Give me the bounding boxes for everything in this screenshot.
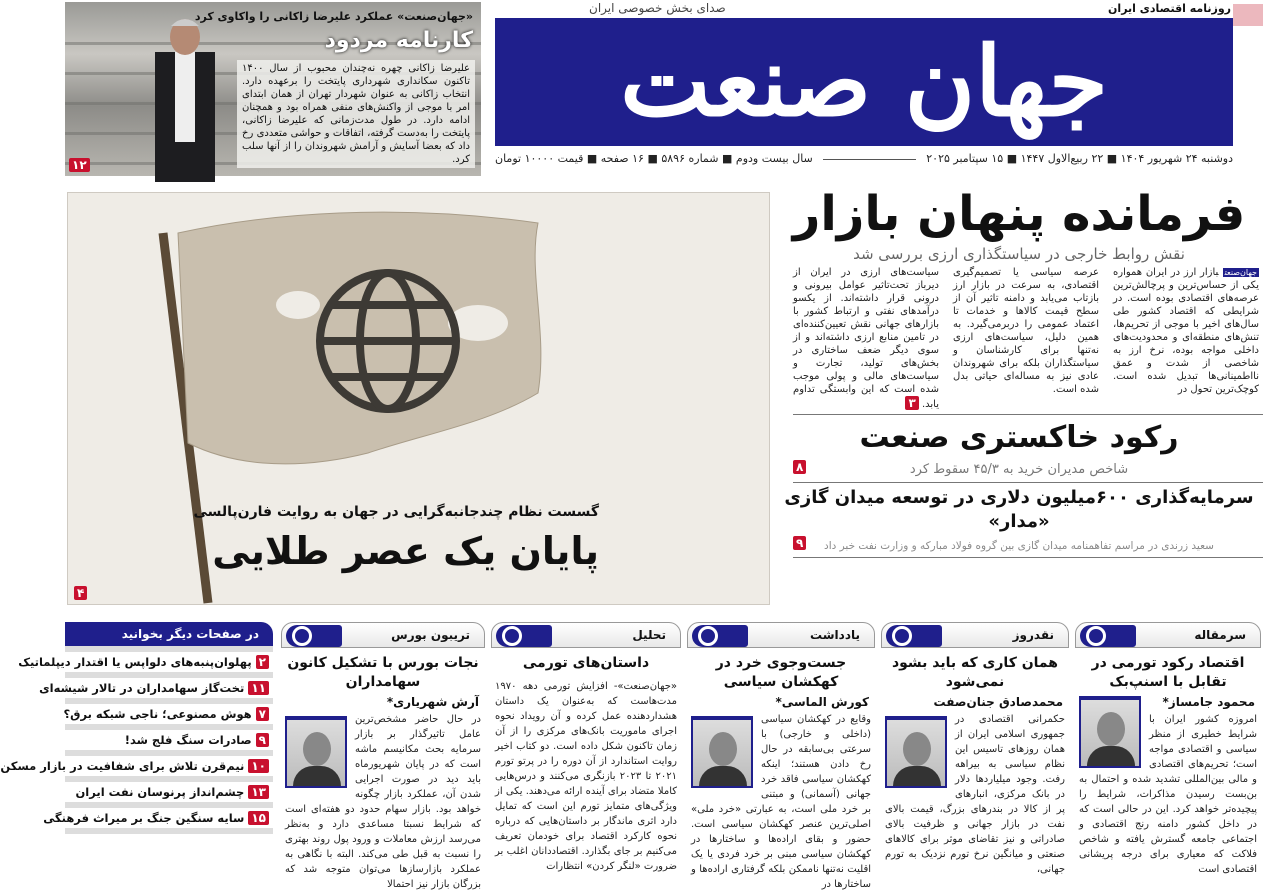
masthead-subtitle: روزنامه اقتصادی ایران <box>1108 2 1231 15</box>
sidebar-item[interactable] <box>18 652 273 678</box>
feature-title[interactable]: پایان یک عصر طلایی <box>212 529 599 573</box>
page-number-badge: ۱۱ <box>248 681 269 695</box>
sidebar-item-label: تخت‌گاز سهامداران در تالار شیشه‌ای <box>39 681 245 695</box>
column-author: محمدصادق جنان‌صفت <box>933 695 1063 709</box>
section-label: تحلیل <box>632 628 666 642</box>
page-number-badge: ۷ <box>256 707 269 721</box>
story-headline[interactable]: سرمایه‌گذاری ۶۰۰میلیون دلاری در توسعه میدان گازی «مدار» <box>784 487 1254 532</box>
section-tab <box>491 622 681 648</box>
page-number-badge[interactable]: ۸ <box>793 460 806 474</box>
column-body: وقایع در کهکشان سیاسی (داخلی و خارجی) با سرعتی بی‌سابقه در حال رخ دادن هستند؛ اینکه کهکشان سیاسی فاقد خرد جهانی (آسمانی) و مبتنی بر خرد ملی است، به عبارتی «خرد ملی» اصلی‌ترین عنصر کهکشان سیاسی است. حضور و بقای اراده‌ها و ساختارها در کهکشان سیاسی مبنی بر خرد فردی یا یک اقلیت نه‌تنها ناممکن بلکه گرفتاری اراده‌ها و ساختارها در <box>691 714 871 890</box>
page-number-badge: ۱۵ <box>248 811 269 825</box>
lead-column-1 <box>1113 266 1259 411</box>
column-title[interactable]: داستان‌های تورمی <box>522 655 650 671</box>
column-title[interactable]: جست‌وجوی خرد در کهکشان سیاسی <box>715 655 847 690</box>
sidebar-item[interactable] <box>0 756 273 782</box>
story-subheadline-row <box>775 458 1263 479</box>
section-logo-icon <box>692 625 748 647</box>
lead-column-2: عرصه سیاسی یا تصمیم‌گیری اقتصادی، به سرعت در بازار ارز بازتاب می‌یابد و دامنه تاثیر آن از سطح قیمت کالاها و خدمات تا اعتماد عمومی را دربرمی‌گیرد. به همین دلیل، سیاست‌های ارزی نه‌تنها برای کارشناسان و سیاستگذاران بلکه برای شهروندان عادی نیز به مساله‌ای حیاتی بدل شده است. <box>953 267 1099 395</box>
author-photo <box>285 716 347 788</box>
sidebar-item-label: چشم‌انداز پرنوسان نفت ایران <box>75 785 245 799</box>
section-logo-icon <box>496 625 552 647</box>
date-line: دوشنبه ۲۴ شهریور ۱۴۰۴ ■ ۲۲ ربیع‌الاول ۱۴۴۷ ■ ۱۵ سپتامبر ۲۰۲۵ <box>926 152 1233 165</box>
story-headline[interactable]: رکود خاکستری صنعت <box>859 420 1179 455</box>
sidebar-item-label: صادرات سنگ فلج شد! <box>124 733 252 747</box>
column-body: امروزه کشور ایران با شرایط خطیری از منظر سیاسی و اقتصادی مواجه است؛ تحریم‌های اقتصادی و مالی بین‌المللی تشدید شده و احتمال به بن‌بست رسیدن مذاکرات، شرایط را پیچیده‌تر خواهد کرد. این در حالی است که در داخل کشور دامنه رنج اقتصادی و اجتماعی جامعه گسترش یافته و شاخص فلاکت که معیاری برای درجه پریشانی اقتصادی است <box>1079 714 1257 875</box>
page-number-badge: ۲ <box>256 655 269 669</box>
feature-kicker: گسست نظام چندجانبه‌گرایی در جهان به روایت فارن‌پالسی <box>193 504 599 520</box>
issue-info: سال بیست ودوم ■ شماره ۵۸۹۶ ■ ۱۶ صفحه ■ قیمت ۱۰۰۰۰ تومان <box>495 152 813 165</box>
section-label: یادداشت <box>810 628 860 642</box>
page-number-badge[interactable]: ۹ <box>793 536 806 550</box>
column-body: حکمرانی اقتصادی در جمهوری اسلامی ایران از همان روزهای تاسیس این نظام سیاسی به بیراهه رفت. وجود میلیاردها دلار در بانک مرکزی، انبارهای پر از کالا در بندرهای بزرگ، قیمت بالای نفت در بازار جهانی و ظرفیت بالای صادراتی و نیز تقاضای موثر برای کالاهای صنعتی و میانگین نرخ تورم نزدیک به تورم جهانی، <box>885 714 1065 875</box>
note-column[interactable] <box>687 622 875 890</box>
page-number-badge: ۱۰ <box>248 759 269 773</box>
portrait-photo <box>135 12 235 182</box>
column-author: کورش الماسی* <box>775 695 869 709</box>
section-logo-icon <box>286 625 342 647</box>
sidebar-item[interactable] <box>65 782 273 808</box>
sidebar-item-label: هوش مصنوعی؛ ناجی شبکه برق؟ <box>63 707 252 721</box>
sidebar-item[interactable] <box>39 678 273 704</box>
sidebar-item-label: سایه سنگین جنگ بر میراث فرهنگی <box>43 811 245 825</box>
divider <box>793 557 1263 558</box>
other-pages-sidebar <box>0 622 273 856</box>
divider <box>823 159 916 160</box>
column-title[interactable]: اقتصاد رکود تورمی در تقابل با اسنپ‌بک <box>1091 655 1245 690</box>
author-photo <box>885 716 947 788</box>
story-subheadline: شاخص مدیران خرید به ۴۵/۳ سقوط کرد <box>909 462 1129 477</box>
feature-story[interactable] <box>67 192 770 605</box>
divider <box>793 482 1263 483</box>
section-tab <box>1075 622 1261 648</box>
top-story-body: علیرضا زاکانی چهره نه‌چندان محبوب از سال ۱۴۰۰ تاکنون سکانداری شهرداری پایتخت را برعهده دارد. انتخاب زاکانی به عنوان شهردار تهران از همان ابتدای امر با موجی از واکنش‌های منفی همراه بود و همچنان ادامه دارد. در طول مدت‌زمانی که علیرضا زاکانی، پایتخت را به‌دست گرفته، اتفاقات و حواشی متعددی رخ داد که بعضا آسایش و آرامش شهروندان را از آنها سلب کرد. <box>237 60 475 168</box>
section-label: سرمقاله <box>1194 628 1246 642</box>
analysis-column[interactable] <box>491 622 681 872</box>
source-tag: جهان‌صنعت <box>1224 268 1257 277</box>
bourse-tribune-column[interactable] <box>281 622 485 890</box>
divider <box>793 414 1263 415</box>
page-number-badge[interactable]: ۱۲ <box>69 158 90 172</box>
column-title[interactable]: نجات بورس با تشکیل کانون سهامداران <box>287 655 479 690</box>
stamp-watermark <box>1233 4 1263 26</box>
lead-subheadline: نقش روابط خارجی در سیاستگذاری ارزی بررسی شد <box>853 245 1185 263</box>
author-photo <box>691 716 753 788</box>
section-label: نقدروز <box>1012 628 1054 642</box>
page-number-badge[interactable]: ۴ <box>74 586 87 600</box>
author-photo <box>1079 696 1141 768</box>
right-news-column <box>775 184 1263 608</box>
lead-headline[interactable]: فرمانده پنهان بازار <box>792 186 1246 242</box>
page-number-badge: ۱۳ <box>248 785 269 799</box>
naqd-rooz-column[interactable] <box>881 622 1069 875</box>
story-subheadline: سعید زرندی در مراسم تفاهمنامه میدان گازی بین گروه فولاد مبارکه و وزارت نفت خبر داد <box>824 540 1214 552</box>
column-author: محمود جامساز* <box>1162 695 1255 709</box>
column-title[interactable]: همان کاری که باید بشود نمی‌شود <box>891 655 1059 690</box>
column-author: آرش شهریاری* <box>386 695 479 709</box>
sidebar-item[interactable] <box>65 704 273 730</box>
section-logo-icon <box>1080 625 1136 647</box>
top-story-kicker: «جهان‌صنعت» عملکرد علیرضا زاکانی را واکاوی کرد <box>194 10 473 23</box>
column-body: در حال حاضر مشخص‌ترین عامل تاثیرگذار بر بازار سرمایه بحث مکانیسم ماشه است که در پایان شهریورماه باید دید در صورت اجرایی شدن آن، عملکرد بازار چگونه خواهد بود. بازار سهام حدود دو هفته‌ای است که شرایط نسبتا مساعدی دارد و به‌نظر می‌رسد ارزش معاملات و ورود پول روند بهتری را نسبت به قبل طی می‌کند. البته با نگاهی به عملکرد بازارسازها می‌توان متوجه شد که بزرگان بازار نیز احتمالا <box>285 714 481 890</box>
lead-columns <box>775 266 1263 411</box>
section-tab <box>687 622 875 648</box>
lead-text: سیاست‌های ارزی در ایران از دیرباز تحت‌تاثیر عوامل بیرونی و درونی قرار داشته‌اند. از یکسو درآمدهای نفتی و ارتباط کشور با بازارهای جهانی نقش تعیین‌کننده‌ای در تامین منابع ارزی داشته‌اند و از سوی دیگر ضعف ساختاری در بخش‌های تولید، تجارت و سیاست‌های مالی و پولی موجب شده است که این وابستگی تداوم یابد. <box>793 267 939 410</box>
column-body: «جهان‌صنعت»- افزایش تورمی دهه ۱۹۷۰ مدت‌هاست که به‌عنوان یک داستان هشداردهنده عمل کرده و آن رویداد نحوه اجرای ماموریت بانک‌های مرکزی را از آن زمان تاکنون شکل داده است. دو کتاب اخیر روایت استاندارد از آن دوره را در پرتو تورم ۲۰۲۱ تا ۲۰۲۳ بازنگری می‌کنند و درس‌هایی کاملا متضاد برای آینده ارائه می‌دهند. یکی از ویژگی‌های متمایز تورم این است که تمایل دارد اثری ماندگار بر داستان‌هایی که درباره نحوه کارکرد اقتصاد برای خودمان تعریف می‌کنیم بر جای بگذارد. اقتصاددانان اغلب بر ضرورت «لنگر کردن» انتظارات <box>495 681 677 872</box>
sidebar-item[interactable] <box>43 808 273 834</box>
page-number-badge[interactable]: ۳ <box>905 396 918 410</box>
top-story-box[interactable] <box>65 2 481 176</box>
date-band <box>495 152 1233 166</box>
section-label: تریبون بورس <box>391 628 470 642</box>
sidebar-item[interactable] <box>65 730 273 756</box>
section-tab <box>881 622 1069 648</box>
top-story-title[interactable]: کارنامه مردود <box>324 28 473 53</box>
section-logo-icon <box>886 625 942 647</box>
editorial-column[interactable] <box>1075 622 1261 875</box>
lead-column-3 <box>793 266 939 411</box>
masthead-slogan: صدای بخش خصوصی ایران <box>583 0 732 16</box>
newspaper-logo: جهان صنعت <box>620 25 1108 138</box>
sidebar-item-label: نیم‌قرن تلاش برای شفافیت در بازار مسکن <box>0 759 245 773</box>
page-number-badge: ۹ <box>256 733 269 747</box>
sidebar-item-label: پهلوان‌پنبه‌های دلواپس یا اقتدار دیپلماتیک <box>18 655 252 669</box>
lead-text: بازار ارز در ایران همواره یکی از حساس‌ترین و پرچالش‌ترین عرصه‌های اقتصادی بوده است. در شرایطی که اقتصاد کشور طی سال‌های اخیر با موجی از تحریم‌ها، تنش‌های منطقه‌ای و محدودیت‌های داخلی مواجه بوده، نرخ ارز به شاخصی از شدت و عمق نااطمینانی‌ها تبدیل شده است. کوچک‌ترین تحول در <box>1113 267 1259 395</box>
section-tab <box>281 622 485 648</box>
sidebar-heading: در صفحات دیگر بخوانید <box>65 622 273 646</box>
story-subheadline-row <box>775 534 1263 554</box>
